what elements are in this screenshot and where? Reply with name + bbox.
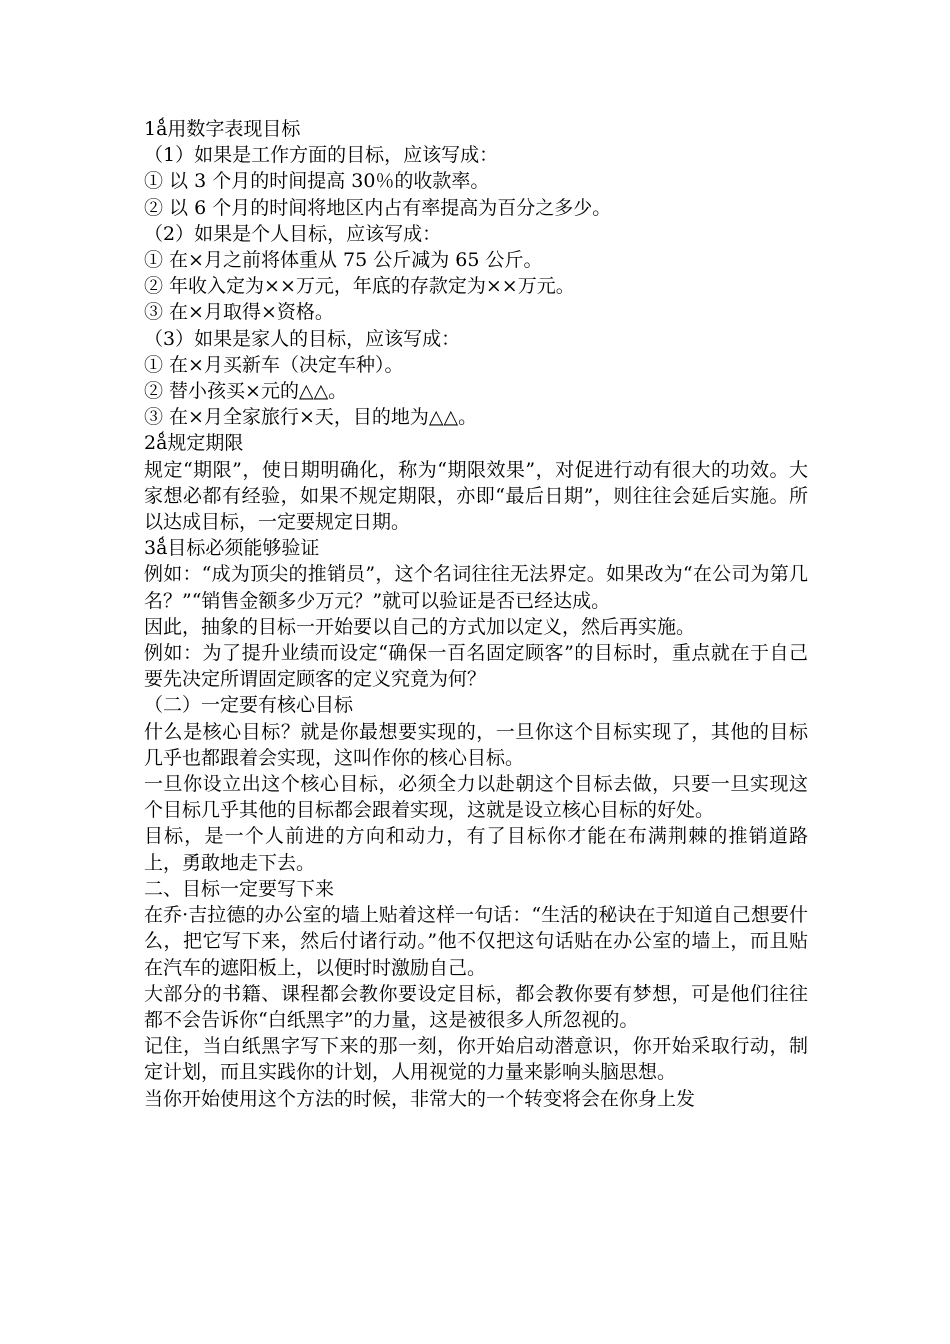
- list-item-personal-3: ③ 在×月取得×资格。: [144, 301, 334, 324]
- section-heading-write-down: 二、目标一定要写下来: [144, 877, 335, 900]
- paragraph-remember: 记住，当白纸黑字写下来的那一刻，你开始启动潜意识，你开始采取行动，制定计划，而且实践你的计划，人用视觉的力量来影响头脑思想。: [144, 1035, 808, 1084]
- paragraph-transformation: 当你开始使用这个方法的时候，非常大的一个转变将会在你身上发: [144, 1087, 696, 1110]
- paragraph-family-goal-intro: （3）如果是家人的目标，应该写成：: [144, 327, 461, 350]
- paragraph-core-goal-benefit: 一旦你设立出这个核心目标，必须全力以赴朝这个目标去做，只要一旦实现这个目标几乎其他的目标都会跟着实现，这就是设立核心目标的好处。: [144, 773, 808, 822]
- paragraph-customer-example: 例如：为了提升业绩而设定“确保一百名固定顾客”的目标时，重点就在于自己要先决定所谓固定顾客的定义究竟为何？: [144, 642, 808, 691]
- paragraph-joe-girard: 在乔·吉拉德的办公室的墙上贴着这样一句话：“生活的秘诀在于知道自己想要什么，把它写下来，然后付诸行动。”他不仅把这句话贴在办公室的墙上，而且贴在汽车的遮阳板上，以便时时激励自己。: [144, 904, 808, 979]
- paragraph-core-goal-definition: 什么是核心目标？就是你最想要实现的，一旦你这个目标实现了，其他的目标几乎也都跟着会实现，这叫作你的核心目标。: [144, 720, 808, 769]
- list-item-family-1: ① 在×月买新车（决定车种）。: [144, 353, 404, 376]
- paragraph-black-and-white: 大部分的书籍、课程都会教你要设定目标，都会教你要有梦想，可是他们往往都不会告诉你“白纸黑字”的力量，这是被很多人所忽视的。: [144, 982, 808, 1031]
- list-item-work-2: ② 以 6 个月的时间将地区内占有率提高为百分之多少。: [144, 196, 612, 219]
- section-heading-core-goal: （二）一定要有核心目标: [144, 694, 354, 717]
- paragraph-abstract-goal: 因此，抽象的目标一开始要以自己的方式加以定义，然后再实施。: [144, 615, 696, 638]
- list-item-family-2: ② 替小孩买×元的△△。: [144, 380, 348, 403]
- section-heading-2: 2ǻ规定期限: [144, 432, 244, 455]
- section-heading-3: 3ǻ目标必须能够验证: [144, 537, 320, 560]
- document-body: [144, 116, 808, 1112]
- list-item-personal-1: ① 在×月之前将体重从 75 公斤减为 65 公斤。: [144, 249, 543, 272]
- paragraph-goal-direction: 目标，是一个人前进的方向和动力，有了目标你才能在布满荆棘的推销道路上，勇敢地走下去。: [144, 825, 808, 874]
- list-item-personal-2: ② 年收入定为××万元，年底的存款定为××万元。: [144, 275, 575, 298]
- paragraph-work-goal-intro: （1）如果是工作方面的目标，应该写成：: [144, 144, 499, 167]
- list-item-work-1: ① 以 3 个月的时间提高 30％的收款率。: [144, 170, 490, 193]
- paragraph-verify-example: 例如：“成为顶尖的推销员”，这个名词往往无法界定。如果改为“在公司为第几名？”“销售金额多少万元？”就可以验证是否已经达成。: [144, 563, 808, 612]
- paragraph-deadline: 规定“期限”，使日期明确化，称为“期限效果”，对促进行动有很大的功效。大家想必都有经验，如果不规定期限，亦即“最后日期”，则往往会延后实施。所以达成目标，一定要规定日期。: [144, 458, 808, 534]
- list-item-family-3: ③ 在×月全家旅行×天，目的地为△△。: [144, 406, 478, 429]
- section-heading-1: 1ǻ用数字表现目标: [144, 118, 301, 140]
- paragraph-personal-goal-intro: （2）如果是个人目标，应该写成：: [144, 222, 442, 245]
